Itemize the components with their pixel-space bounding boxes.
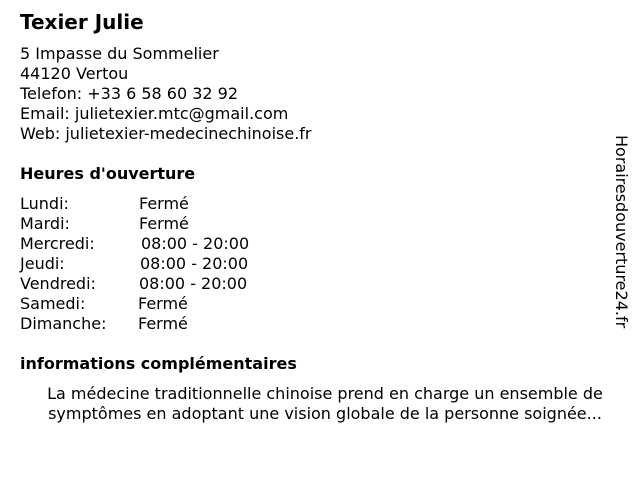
day-hours: Fermé: [138, 314, 188, 333]
description-line: La médecine traditionnelle chinoise prend en charge un ensemble de: [47, 384, 603, 403]
email-address: Email: julietexier.mtc@gmail.com: [20, 104, 289, 123]
day-hours: Fermé: [139, 214, 189, 233]
additional-info-heading: informations complémentaires: [20, 354, 297, 373]
day-hours: 08:00 - 20:00: [141, 234, 250, 253]
day-label: Mercredi:: [20, 234, 95, 253]
day-label: Dimanche:: [20, 314, 107, 333]
description-line: symptômes en adoptant une vision globale de la personne soignée...: [48, 404, 602, 423]
day-label: Jeudi:: [20, 254, 65, 273]
day-label: Lundi:: [20, 194, 69, 213]
day-hours: 08:00 - 20:00: [140, 254, 249, 273]
day-label: Samedi:: [20, 294, 86, 313]
address-street: 5 Impasse du Sommelier: [20, 44, 219, 63]
contact-block: [20, 44, 312, 144]
day-hours: Fermé: [138, 294, 188, 313]
description-text: [19, 384, 631, 424]
opening-hours-heading: Heures d'ouverture: [20, 164, 196, 183]
day-hours: Fermé: [139, 194, 189, 213]
brand-site-name: Horairesdouverture24.fr: [612, 135, 631, 329]
day-hours: 08:00 - 20:00: [139, 274, 248, 293]
day-label: Mardi:: [20, 214, 70, 233]
business-name: Texier Julie: [20, 10, 144, 34]
vertical-brand-watermark: [611, 135, 631, 345]
day-label: Vendredi:: [20, 274, 96, 293]
address-city: 44120 Vertou: [20, 64, 129, 83]
website-url: Web: julietexier-medecinechinoise.fr: [20, 124, 312, 143]
phone-number: Telefon: +33 6 58 60 32 92: [20, 84, 239, 103]
